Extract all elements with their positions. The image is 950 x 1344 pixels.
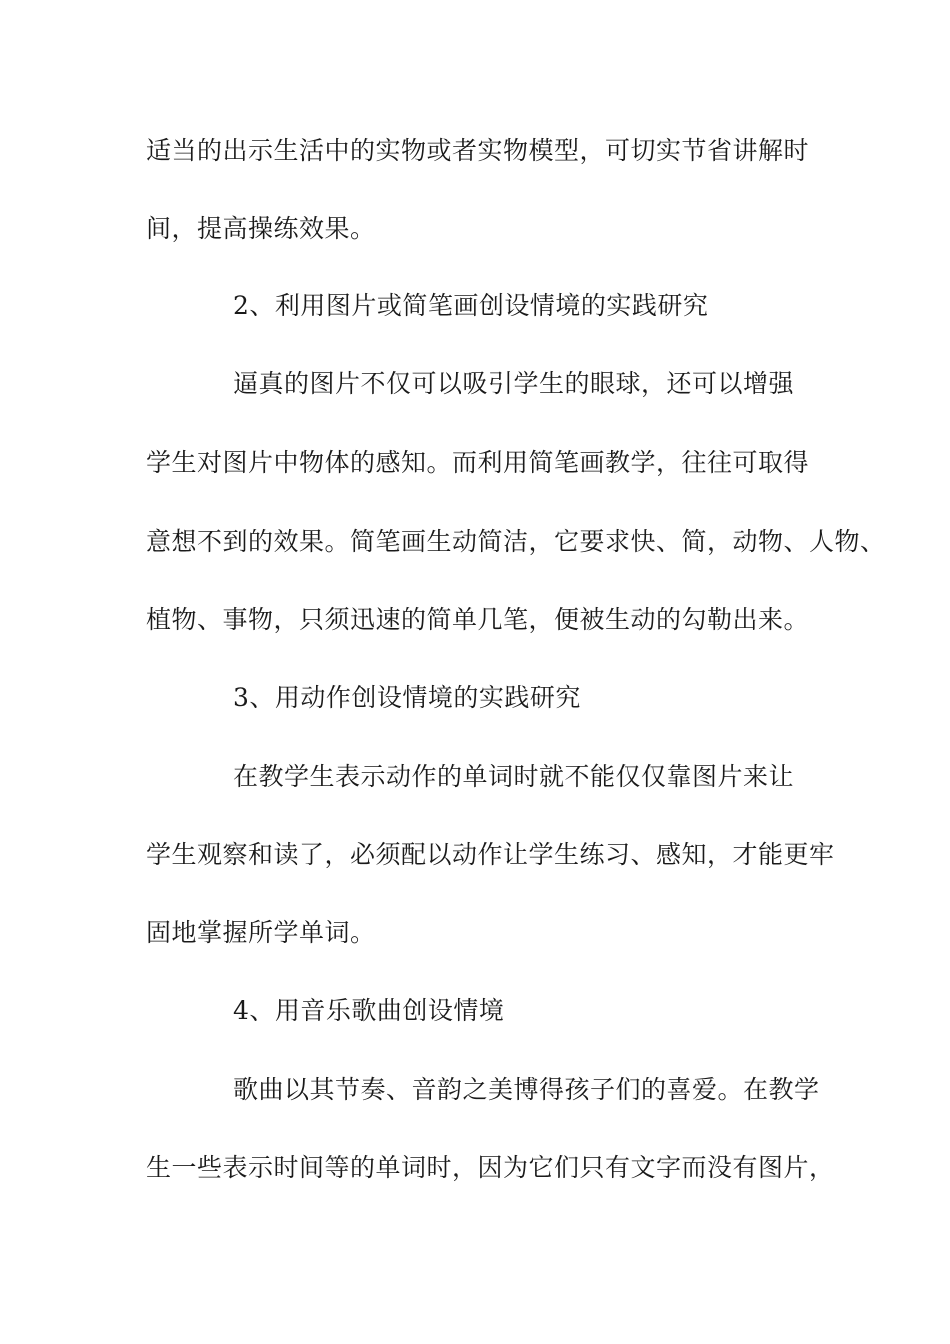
paragraph-line: 间，提高操练效果。 <box>146 214 376 243</box>
paragraph-line: 意想不到的效果。简笔画生动简洁，它要求快、简，动物、人物、 <box>146 527 886 556</box>
section-heading-2: 2、利用图片或简笔画创设情境的实践研究 <box>233 291 709 320</box>
section-heading-3: 3、用动作创设情境的实践研究 <box>233 683 581 712</box>
paragraph-line: 歌曲以其节奏、音韵之美博得孩子们的喜爱。在教学 <box>233 1075 820 1104</box>
paragraph-line: 逼真的图片不仅可以吸引学生的眼球，还可以增强 <box>233 369 795 398</box>
paragraph-line: 学生观察和读了，必须配以动作让学生练习、感知，才能更牢 <box>146 840 835 869</box>
paragraph-line: 适当的出示生活中的实物或者实物模型，可切实节省讲解时 <box>146 136 810 165</box>
section-heading-4: 4、用音乐歌曲创设情境 <box>233 996 505 1025</box>
paragraph-line: 学生对图片中物体的感知。而利用简笔画教学，往往可取得 <box>146 448 810 477</box>
paragraph-line: 固地掌握所学单词。 <box>146 918 376 947</box>
paragraph-line: 在教学生表示动作的单词时就不能仅仅靠图片来让 <box>233 762 795 791</box>
paragraph-line: 生一些表示时间等的单词时，因为它们只有文字而没有图片， <box>146 1153 835 1182</box>
paragraph-line: 植物、事物，只须迅速的简单几笔，便被生动的勾勒出来。 <box>146 605 810 634</box>
